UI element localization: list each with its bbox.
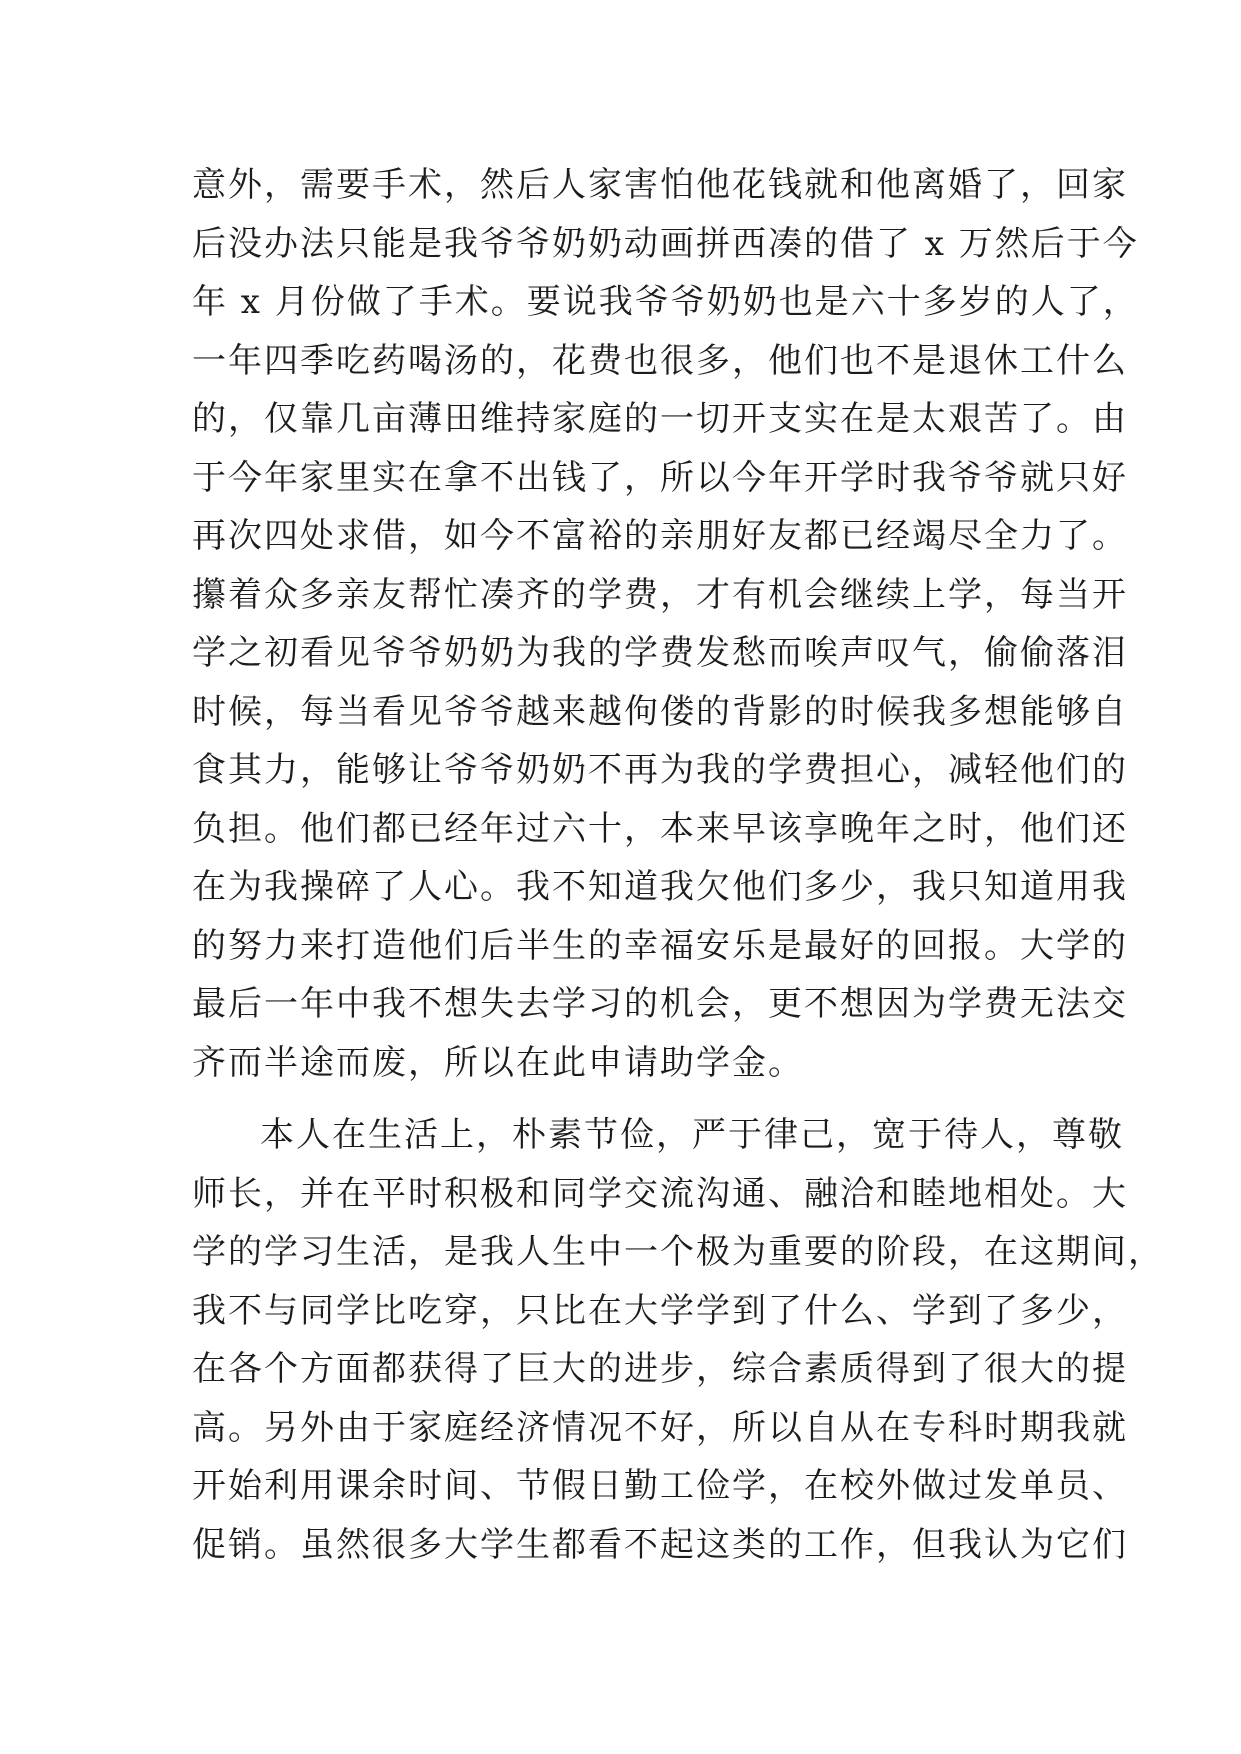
paragraph-1 <box>192 156 1139 1092</box>
text-line: 学的学习生活，是我人生中一个极为重要的阶段，在这期间， <box>192 1232 1164 1272</box>
paragraph-2 <box>192 1106 1164 1574</box>
text-line: 本人在生活上，朴素节俭，严于律己，宽于待人，尊敬 <box>260 1115 1124 1155</box>
text-line: 师长，并在平时积极和同学交流沟通、融洽和睦地相处。大 <box>192 1173 1128 1214</box>
text-line: 负担。他们都已经年过六十，本来早该享晚年之时，他们还 <box>192 808 1128 849</box>
text-line: 在各个方面都获得了巨大的进步，综合素质得到了很大的提 <box>192 1349 1128 1389</box>
text-line: 时候，每当看见爷爷越来越佝偻的背影的时候我多想能够自 <box>192 691 1128 732</box>
text-line: 食其力，能够让爷爷奶奶不再为我的学费担心，减轻他们的 <box>192 750 1128 790</box>
text-line: 于今年家里实在拿不出钱了，所以今年开学时我爷爷就只好 <box>192 457 1128 498</box>
text-line: 意外，需要手术，然后人家害怕他花钱就和他离婚了，回家 <box>192 165 1128 205</box>
text-line: 一年四季吃药喝汤的，花费也很多，他们也不是退休工什么 <box>192 340 1128 381</box>
text-line: 的，仅靠几亩薄田维持家庭的一切开支实在是太艰苦了。由 <box>192 399 1128 439</box>
text-line: 我不与同学比吃穿，只比在大学学到了什么、学到了多少， <box>192 1290 1128 1331</box>
body-text <box>192 156 1164 1574</box>
text-line: 开始利用课余时间、节假日勤工俭学，在校外做过发单员、 <box>192 1466 1128 1506</box>
text-line: 再次四处求借，如今不富裕的亲朋好友都已经竭尽全力了。 <box>192 516 1128 556</box>
text-line: 最后一年中我不想失去学习的机会，更不想因为学费无法交 <box>192 984 1128 1024</box>
text-line: 促销。虽然很多大学生都看不起这类的工作，但我认为它们 <box>192 1524 1128 1565</box>
text-line: 学之初看见爷爷奶奶为我的学费发愁而唉声叹气，偷偷落泪 <box>192 633 1128 673</box>
text-line: 年 x 月份做了手术。要说我爷爷奶奶也是六十多岁的人了， <box>192 282 1139 322</box>
text-line: 攥着众多亲友帮忙凑齐的学费，才有机会继续上学，每当开 <box>192 574 1128 615</box>
text-line: 高。另外由于家庭经济情况不好，所以自从在专科时期我就 <box>192 1407 1128 1448</box>
text-line: 的努力来打造他们后半生的幸福安乐是最好的回报。大学的 <box>192 925 1128 966</box>
text-line: 后没办法只能是我爷爷奶奶动画拼西凑的借了 x 万然后于今 <box>192 223 1139 264</box>
text-line: 在为我操碎了人心。我不知道我欠他们多少，我只知道用我 <box>192 867 1128 907</box>
text-line: 齐而半途而废，所以在此申请助学金。 <box>192 1042 804 1083</box>
